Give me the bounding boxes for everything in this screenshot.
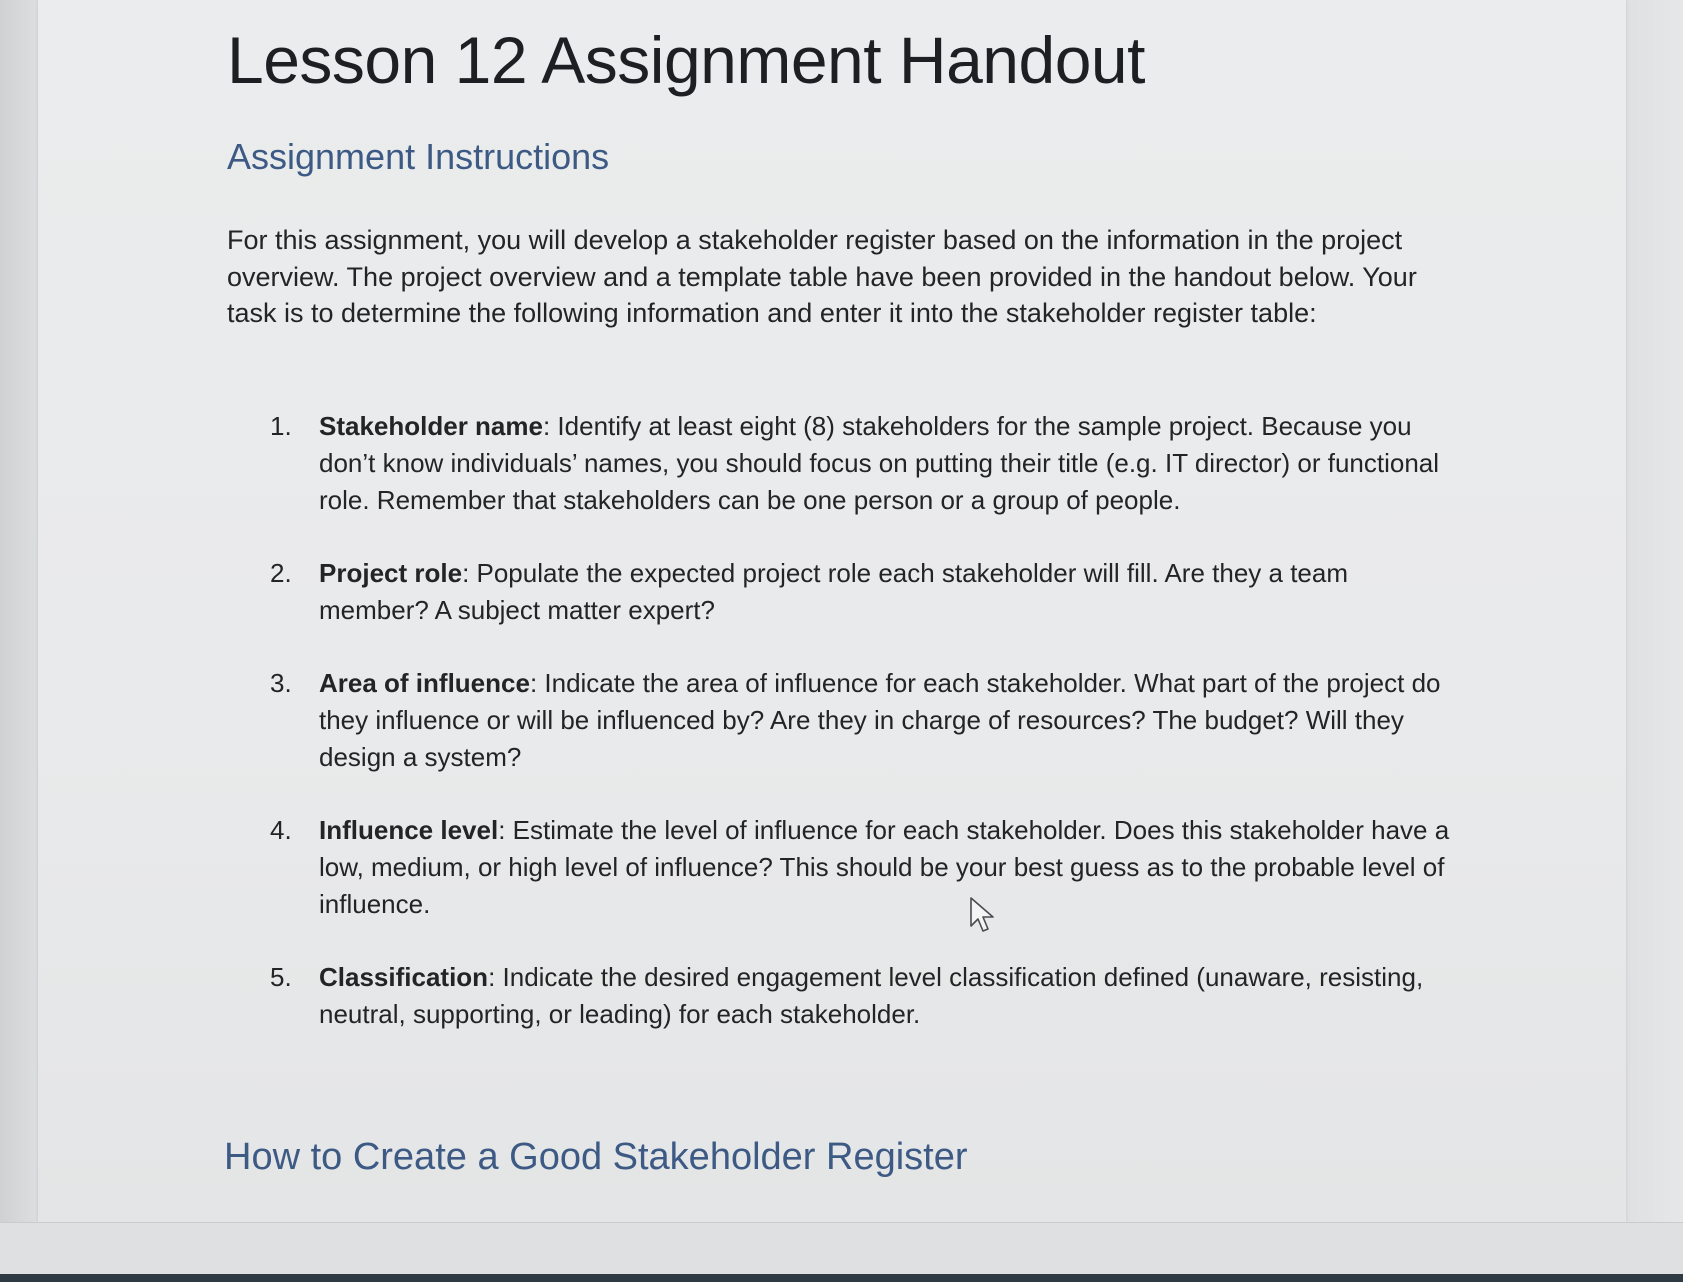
mouse-pointer-icon (968, 896, 998, 936)
list-item-text: : Indicate the desired engagement level classification defined (unaware, resisting, neutral, supporting, or leading) for each stakeholder. (319, 962, 1424, 1029)
list-item-text: : Indicate the area of influence for each stakeholder. What part of the project do they influence or will be influenced by? Are they in charge of resources? The budget? Will they design a system? (319, 668, 1441, 772)
list-item-number: 4. (270, 815, 292, 845)
list-item-number: 2. (270, 558, 292, 588)
list-item (270, 555, 1450, 629)
list-item-number: 1. (270, 411, 292, 441)
list-item-term: Project role (319, 558, 463, 588)
window-bottom-area (0, 1222, 1683, 1275)
list-item-text: : Populate the expected project role each stakeholder will fill. Are they a team member? A subject matter expert? (319, 558, 1349, 625)
taskbar-edge (0, 1274, 1683, 1282)
list-item-number: 5. (270, 962, 292, 992)
intro-paragraph: For this assignment, you will develop a stakeholder register based on the information in the project overview. The project overview and a template table have been provided in the handout below. Your task is to determine the following information and enter it into the stakeholder register table: (227, 225, 1417, 328)
list-item-term: Influence level (319, 815, 499, 845)
list-item-number: 3. (270, 668, 292, 698)
list-item-term: Area of influence (319, 668, 530, 698)
list-item-term: Classification (319, 962, 489, 992)
section-heading-instructions: Assignment Instructions (227, 136, 610, 177)
list-item (270, 959, 1450, 1033)
list-item (270, 665, 1450, 776)
left-page-margin (0, 0, 39, 1222)
list-item-term: Stakeholder name (319, 411, 543, 441)
instructions-list (270, 408, 1450, 1069)
section-heading-stakeholder-register: How to Create a Good Stakeholder Register (224, 1136, 968, 1178)
document-title: Lesson 12 Assignment Handout (227, 23, 1145, 97)
right-page-margin (1626, 0, 1683, 1235)
list-item-text: : Identify at least eight (8) stakeholders for the sample project. Because you don’t know individuals’ names, you should focus on putting their title (e.g. IT director) or functional role. Remember that stakeholders can be one person or a group of people. (319, 411, 1440, 515)
list-item (270, 812, 1450, 923)
list-item-text: : Estimate the level of influence for each stakeholder. Does this stakeholder have a low, medium, or high level of influence? This should be your best guess as to the probable level of influence. (319, 815, 1450, 919)
list-item (270, 408, 1450, 519)
